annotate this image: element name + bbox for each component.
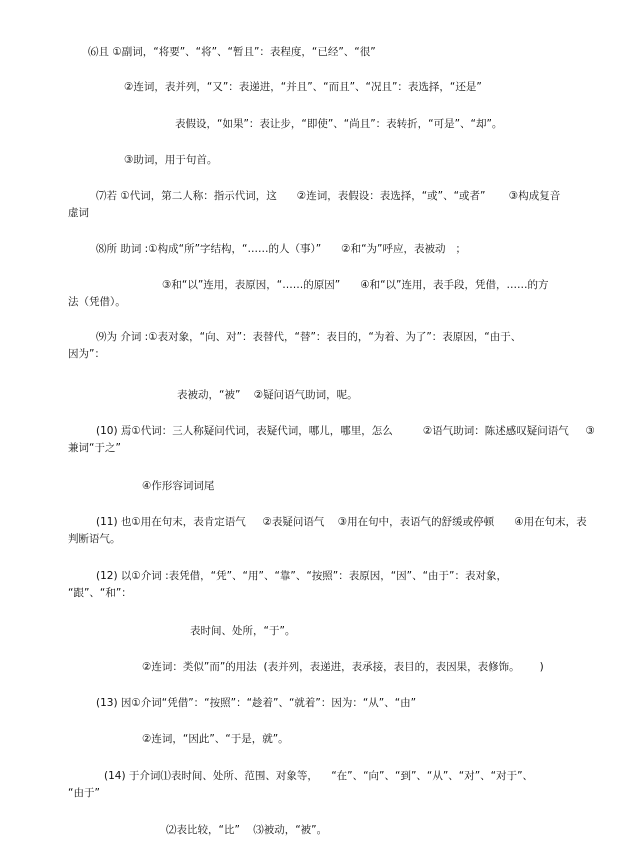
entry-wei-line1: ⑼为 介词 :①表对象，“向、对”：表替代，“替”：表目的，“为着、为了”：表原因，“由于、 [96, 331, 522, 343]
entry-yin-line2: ②连词，“因此”、“于是，就”。 [142, 733, 289, 745]
entry-qie-line4: ③助词，用于句首。 [124, 154, 218, 166]
entry-yu-line1: (14) 于介词⑴表时间、处所、范围、对象等， “在”、“向”、“到”、“从”、“对”、“对于”、 [104, 770, 534, 782]
entry-yu-line3: ⑵表比较，“比” ⑶被动，“被”。 [166, 824, 328, 836]
entry-ye-line2: 判断语气。 [68, 533, 121, 545]
entry-yan-line3: ④作形容词词尾 [142, 480, 215, 492]
entry-yin-line1: (13) 因①介词“凭借”：“按照”：“趁着”、“就着”：因为：“从”、“由” [96, 697, 417, 709]
entry-suo-line2: ③和“以”连用，表原因，“……的原因” ④和“以”连用，表手段，凭借，……的方 [162, 279, 549, 291]
entry-yi-line3: 表时间、处所，“于”。 [190, 625, 296, 637]
entry-yan-line2: 兼词“于之” [68, 442, 121, 454]
entry-qie-line3: 表假设，“如果”：表让步，“即使”、“尚且”：表转折，“可是”、“却”。 [175, 118, 503, 130]
entry-suo-line3: 法（凭借）。 [68, 296, 126, 308]
entry-wei-line3: 表被动，“被” ②疑问语气助词，呢。 [177, 389, 358, 401]
entry-wei-line2: 因为”： [68, 348, 105, 360]
entry-yan-line1: (10) 焉①代词：三人称疑问代词，表疑代词，哪儿，哪里，怎么 ②语气助词：陈述感叹疑问语气 ③ [96, 425, 595, 437]
entry-yi-line2: “跟”、“和”： [68, 587, 132, 599]
entry-yi-line4: ②连词：类似”而”的用法 (表并列，表递进，表承接，表目的，表因果，表修饰。 ) [142, 661, 544, 673]
entry-ruo-line1: ⑺若 ①代词，第二人称：指示代词，这 ②连词，表假设：表选择，“或”、“或者” ③构成复音 [96, 190, 561, 202]
entry-ruo-line2: 虚词 [68, 207, 89, 219]
entry-yu-line2: “由于” [68, 787, 100, 799]
entry-yi-line1: (12) 以①介词 :表凭借，“凭”、“用”、“靠”、“按照”：表原因，“因”、“由于”：表对象， [96, 570, 507, 582]
entry-suo-line1: ⑻所 助词 :①构成“所”字结构，“……的人（事）” ②和“为”呼应，表被动 ； [96, 243, 466, 255]
entry-qie-line1: ⑹且 ①副词，“将要”、“将”、“暂且”：表程度，“已经”、“很” [88, 46, 376, 58]
entry-ye-line1: (11) 也①用在句末，表肯定语气 ②表疑问语气 ③用在句中，表语气的舒缓或停顿 ④用在句末，表 [96, 516, 587, 528]
entry-qie-line2: ②连词，表并列，“又”：表递进，“并且”、“而且”、“况且”：表选择，“还是” [124, 81, 482, 93]
